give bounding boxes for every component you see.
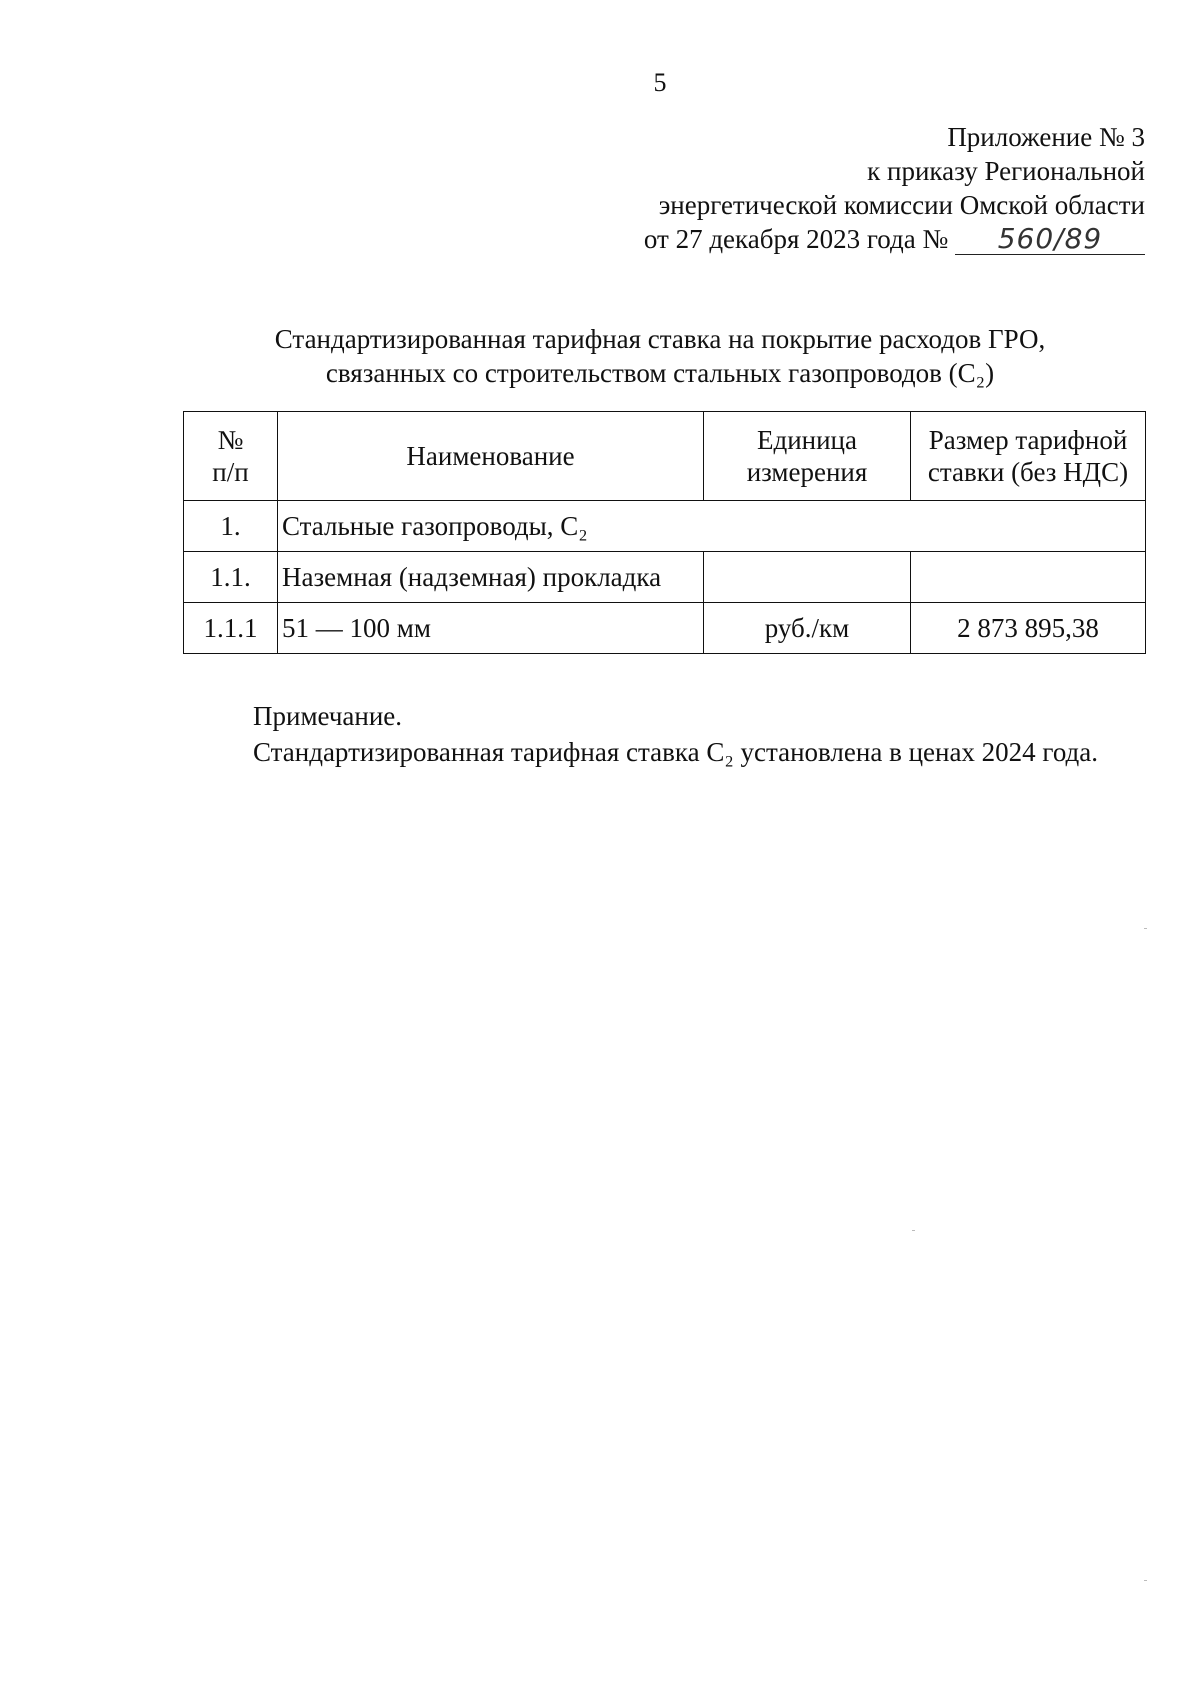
row-num: 1.	[184, 501, 278, 552]
row-value	[911, 552, 1146, 603]
header-num-symbol: №	[217, 425, 244, 455]
row-unit: руб./км	[704, 603, 911, 654]
scan-speck	[1144, 1580, 1147, 1581]
header-value	[911, 412, 1146, 501]
table-row	[184, 501, 1146, 552]
appendix-authority: энергетической комиссии Омской области	[658, 190, 1145, 220]
title-line-1: Стандартизированная тарифная ставка на покрытие расходов ГРО,	[274, 324, 1046, 354]
row-unit	[704, 552, 911, 603]
note-text: Стандартизированная тарифная ставка С₂ установлена в ценах 2024 года.	[253, 737, 1099, 767]
appendix-order-ref: к приказу Региональной	[867, 156, 1145, 186]
scan-speck	[1144, 928, 1147, 929]
document-title	[180, 322, 1140, 390]
row-name: 51 — 100 мм	[278, 603, 704, 654]
appendix-date: от 27 декабря 2023 года №	[643, 224, 949, 254]
scan-speck	[912, 1230, 915, 1231]
note-heading: Примечание.	[253, 701, 403, 731]
table-header-row	[184, 412, 1146, 501]
page-number: 5	[653, 68, 667, 97]
header-unit	[704, 412, 911, 501]
row-num: 1.1.	[184, 552, 278, 603]
row-value: 2 873 895,38	[911, 603, 1146, 654]
header-name: Наименование	[278, 412, 704, 501]
table-row	[184, 603, 1146, 654]
table-row	[184, 552, 1146, 603]
header-value-line-2: ставки (без НДС)	[927, 457, 1129, 487]
title-line-2: связанных со строительством стальных газопроводов (С₂)	[325, 358, 995, 388]
row-name: Наземная (надземная) прокладка	[278, 552, 704, 603]
row-name: Стальные газопроводы, С₂	[278, 501, 1146, 552]
appendix-block	[644, 120, 1145, 256]
header-unit-line-1: Единица	[756, 425, 857, 455]
header-value-line-1: Размер тарифной	[928, 425, 1128, 455]
header-unit-line-2: измерения	[746, 457, 868, 487]
tariff-table	[183, 411, 1146, 654]
appendix-title: Приложение № 3	[947, 122, 1145, 152]
row-num: 1.1.1	[184, 603, 278, 654]
note-block	[183, 698, 1145, 770]
header-num-abbr: п/п	[212, 457, 249, 487]
header-num	[184, 412, 278, 501]
order-number-handwritten: 560/89	[955, 224, 1145, 255]
appendix-date-line	[644, 222, 1145, 256]
